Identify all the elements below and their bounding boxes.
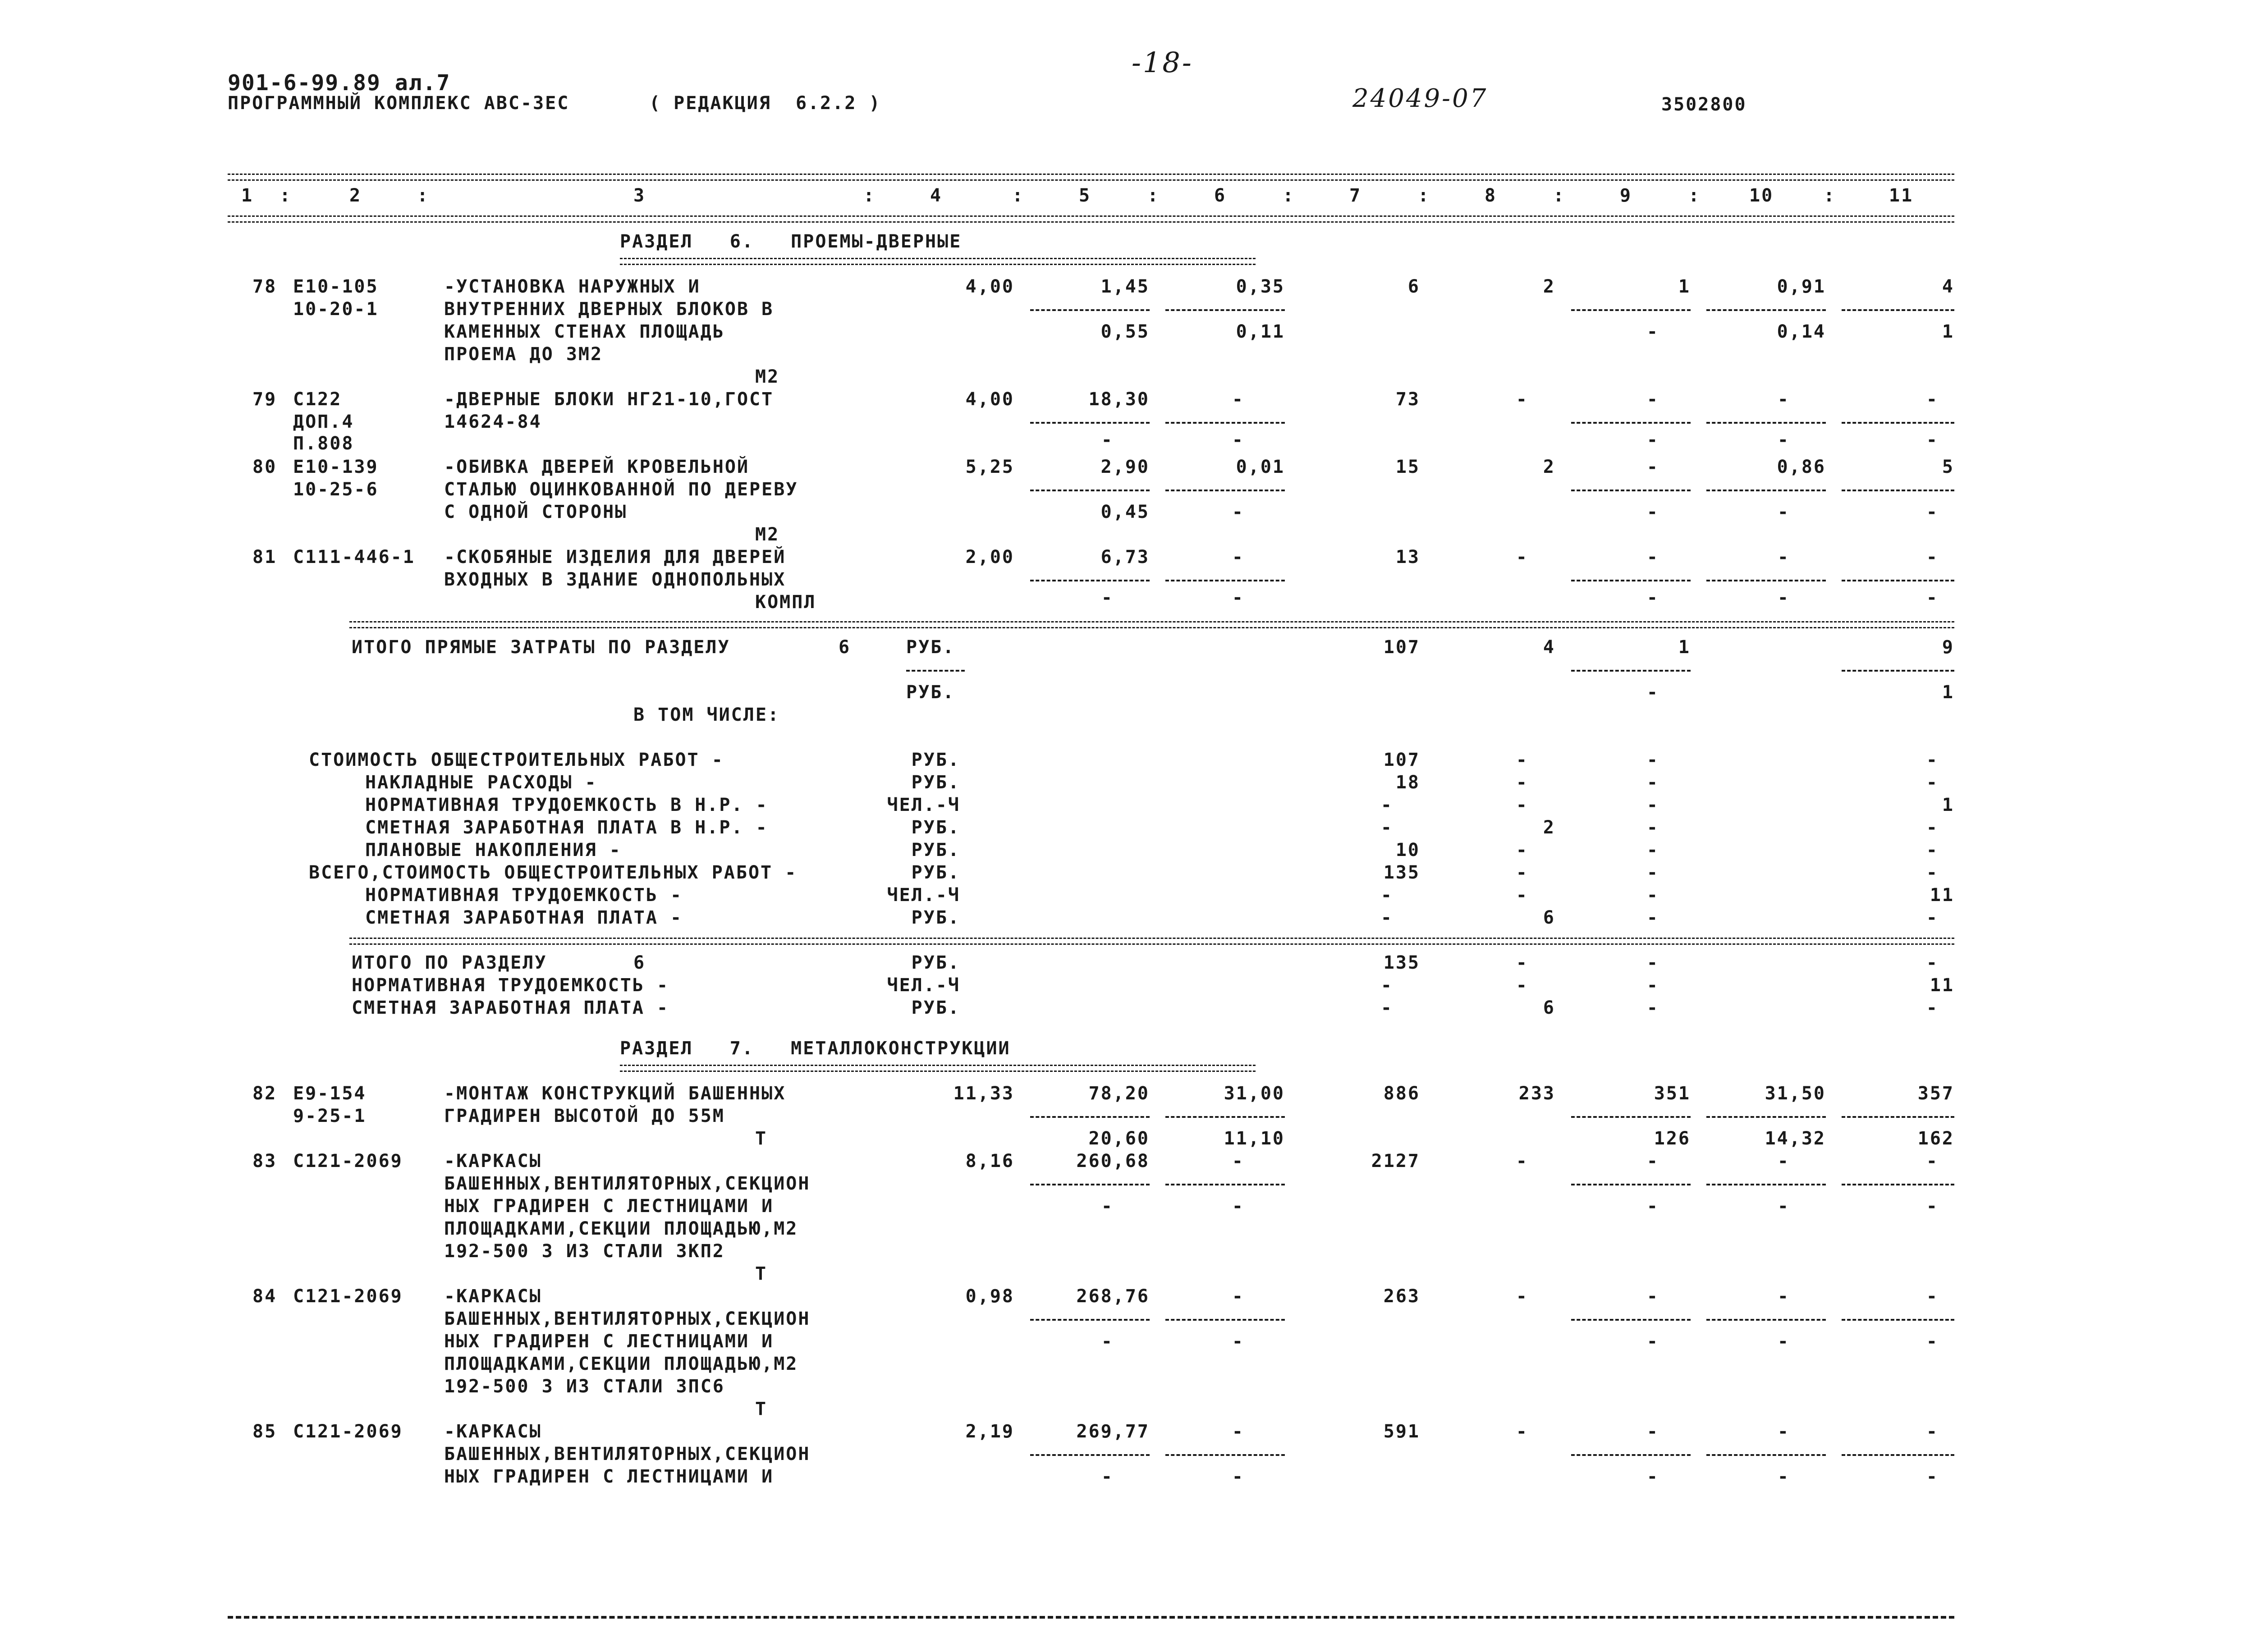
cell-c5: 268,76 (1076, 1286, 1150, 1307)
cell-c8: - (1516, 772, 1528, 793)
row-description: СТАЛЬЮ ОЦИНКОВАННОЙ ПО ДЕРЕВУ (444, 479, 798, 500)
cell-c7: 886 (1383, 1083, 1420, 1104)
breakdown-unit: РУБ. (911, 817, 960, 838)
row-code: С122 (293, 389, 342, 410)
cell-c10: - (1777, 1421, 1790, 1442)
cell-c6: - (1232, 1286, 1244, 1307)
cell-c5: 2,90 (1100, 457, 1150, 477)
cell-c8: - (1516, 1421, 1528, 1442)
cell-c5: 6,73 (1100, 547, 1150, 567)
row-description: 192-500 3 ИЗ СТАЛИ 3КП2 (444, 1241, 725, 1262)
row-code: С121-2069 (293, 1286, 403, 1307)
cell-c8: - (1516, 389, 1528, 410)
row-description: -КАРКАСЫ (444, 1286, 542, 1307)
col-header-7: 7 (1349, 185, 1362, 206)
row-code: Е10-105 (293, 276, 379, 297)
cell-c9: - (1646, 457, 1659, 477)
cell-c11: - (1926, 952, 1939, 973)
cell-c7: 73 (1395, 389, 1420, 410)
row-description: 192-500 3 ИЗ СТАЛИ 3ПС6 (444, 1376, 725, 1397)
row-number: 79 (252, 389, 277, 410)
cell-c5: 78,20 (1088, 1083, 1150, 1104)
cell-c11: - (1926, 587, 1939, 608)
cell-c10: - (1777, 389, 1790, 410)
row-unit: Т (755, 1399, 768, 1419)
total-label: ИТОГО ПРЯМЫЕ ЗАТРАТЫ ПО РАЗДЕЛУ (352, 637, 730, 658)
row-unit: КОМПЛ (755, 592, 816, 613)
cell-c11: - (1926, 1286, 1939, 1307)
col-header-3: 3 (633, 185, 646, 206)
header-bottom-border (228, 215, 1954, 223)
breakdown-label: СМЕТНАЯ ЗАРАБОТНАЯ ПЛАТА В Н.Р. - (365, 817, 768, 838)
row-quantity: 11,33 (953, 1083, 1014, 1104)
cell-c6: - (1232, 1196, 1244, 1217)
section-6-rows-end-border (349, 621, 1954, 628)
col-header-11: 11 (1889, 185, 1914, 206)
row-description: -УСТАНОВКА НАРУЖНЫХ И (444, 276, 701, 297)
row-unit: Т (755, 1128, 768, 1149)
col-header-5: 5 (1079, 185, 1091, 206)
cell-c5: - (1101, 1466, 1114, 1487)
cell-c8: - (1516, 840, 1528, 860)
cell-c10: 0,14 (1777, 321, 1826, 342)
row-description: -КАРКАСЫ (444, 1151, 542, 1172)
cell-c11: 1 (1942, 321, 1954, 342)
cell-c10: - (1777, 587, 1790, 608)
cell-c11: 1 (1942, 795, 1954, 815)
cell-c11: - (1926, 1331, 1939, 1352)
col-header-10: 10 (1749, 185, 1774, 206)
cell-c9: - (1646, 772, 1659, 793)
cell-c6: 0,01 (1236, 457, 1285, 477)
cell-c8: 233 (1518, 1083, 1555, 1104)
cell-c5: 20,60 (1088, 1128, 1150, 1149)
breakdown-label: СТОИМОСТЬ ОБЩЕСТРОИТЕЛЬНЫХ РАБОТ - (309, 750, 724, 770)
cell-c8: - (1516, 1151, 1528, 1172)
cell-c11: 357 (1917, 1083, 1954, 1104)
row-number: 85 (252, 1421, 277, 1442)
cell-c7: 6 (1407, 276, 1420, 297)
cell-c8: 4 (1543, 637, 1555, 658)
cell-c11: - (1926, 547, 1939, 567)
cell-c6: - (1232, 587, 1244, 608)
cell-c10: - (1777, 1286, 1790, 1307)
cell-c7: 591 (1383, 1421, 1420, 1442)
row-description: С ОДНОЙ СТОРОНЫ (444, 502, 628, 522)
cell-c11: - (1926, 772, 1939, 793)
row-unit: Т (755, 1263, 768, 1284)
cell-c7: 2127 (1371, 1151, 1420, 1172)
row-description: БАШЕННЫХ,ВЕНТИЛЯТОРНЫХ,СЕКЦИОН (444, 1173, 811, 1194)
cell-c10: 31,50 (1765, 1083, 1826, 1104)
section-7-title-underline (620, 1065, 1256, 1072)
cell-c5: - (1101, 430, 1114, 450)
row-unit: М2 (755, 366, 780, 387)
cell-c11: - (1926, 430, 1939, 450)
cell-c8: 2 (1543, 457, 1555, 477)
cell-c6: 0,35 (1236, 276, 1285, 297)
row-description: ПРОЕМА ДО 3М2 (444, 344, 603, 365)
cell-c8: 2 (1543, 276, 1555, 297)
cell-c7: - (1380, 885, 1393, 906)
cell-c11: - (1926, 840, 1939, 860)
total-label: НОРМАТИВНАЯ ТРУДОЕМКОСТЬ - (352, 975, 669, 996)
cell-c5: 260,68 (1076, 1151, 1150, 1172)
row-number: 78 (252, 276, 277, 297)
row-description: КАМЕННЫХ СТЕНАХ ПЛОЩАДЬ (444, 321, 725, 342)
breakdown-label: НАКЛАДНЫЕ РАСХОДЫ - (365, 772, 597, 793)
cell-c11: 11 (1930, 885, 1954, 906)
program-edition: ( РЕДАКЦИЯ 6.2.2 ) (649, 93, 881, 114)
col-header-4: 4 (930, 185, 943, 206)
cell-c5: - (1101, 1196, 1114, 1217)
bottom-perforation (228, 1616, 1954, 1619)
row-quantity: 2,19 (965, 1421, 1014, 1442)
cell-c9: - (1646, 885, 1659, 906)
cell-c11: 1 (1942, 682, 1954, 703)
row-description: 14624-84 (444, 412, 542, 432)
cell-c9: - (1646, 321, 1659, 342)
row-code: С121-2069 (293, 1151, 403, 1172)
cell-c11: 11 (1930, 975, 1954, 996)
cell-c6: - (1232, 1421, 1244, 1442)
row-description: -КАРКАСЫ (444, 1421, 542, 1442)
breakdown-unit: РУБ. (911, 907, 960, 928)
breakdown-label: НОРМАТИВНАЯ ТРУДОЕМКОСТЬ - (365, 885, 683, 906)
cell-c9: - (1646, 907, 1659, 928)
cell-c5: 269,77 (1076, 1421, 1150, 1442)
breakdown-label: СМЕТНАЯ ЗАРАБОТНАЯ ПЛАТА - (365, 907, 683, 928)
breakdown-label: ПЛАНОВЫЕ НАКОПЛЕНИЯ - (365, 840, 622, 860)
cell-c9: 1 (1678, 276, 1691, 297)
breakdown-unit: РУБ. (911, 750, 960, 770)
cell-c8: - (1516, 795, 1528, 815)
cell-c10: 14,32 (1765, 1128, 1826, 1149)
row-description: -МОНТАЖ КОНСТРУКЦИЙ БАШЕННЫХ (444, 1083, 786, 1104)
section-6-title: РАЗДЕЛ 6. ПРОЕМЫ-ДВЕРНЫЕ (620, 231, 962, 252)
col-header-2: 2 (349, 185, 362, 206)
row-code: 9-25-1 (293, 1106, 367, 1126)
row-description: ВНУТРЕННИХ ДВЕРНЫХ БЛОКОВ В (444, 299, 774, 320)
total-section-number: 6 (839, 637, 851, 658)
row-code: П.808 (293, 433, 354, 454)
breakdown-unit: ЧЕЛ.-Ч (887, 795, 960, 815)
including-label: В ТОМ ЧИСЛЕ: (633, 705, 780, 725)
cell-c9: 126 (1654, 1128, 1691, 1149)
total-section-number: 6 (633, 952, 646, 973)
cell-c6: - (1232, 1466, 1244, 1487)
cell-c7: - (1380, 795, 1393, 815)
breakdown-label: ВСЕГО,СТОИМОСТЬ ОБЩЕСТРОИТЕЛЬНЫХ РАБОТ - (309, 862, 798, 883)
cell-c7: - (1380, 907, 1393, 928)
row-code: Е9-154 (293, 1083, 367, 1104)
cell-c11: - (1926, 750, 1939, 770)
breakdown-end-border (349, 938, 1954, 945)
row-description: ГРАДИРЕН ВЫСОТОЙ ДО 55М (444, 1106, 725, 1126)
cell-c11: 5 (1942, 457, 1954, 477)
cell-c7: 10 (1395, 840, 1420, 860)
cell-c9: - (1646, 998, 1659, 1018)
row-description: ВХОДНЫХ В ЗДАНИЕ ОДНОПОЛЬНЫХ (444, 569, 786, 590)
cell-c9: - (1646, 1466, 1659, 1487)
handwritten-code: 24049-07 (1352, 84, 1488, 113)
cell-c6: - (1232, 547, 1244, 567)
row-description: -ОБИВКА ДВЕРЕЙ КРОВЕЛЬНОЙ (444, 457, 750, 477)
cell-c9: - (1646, 1151, 1659, 1172)
cell-c6: - (1232, 389, 1244, 410)
cell-c10: - (1777, 547, 1790, 567)
cell-c5: - (1101, 587, 1114, 608)
cell-c7: - (1380, 817, 1393, 838)
cell-c7: 107 (1383, 750, 1420, 770)
row-quantity: 5,25 (965, 457, 1014, 477)
cell-c9: - (1646, 817, 1659, 838)
row-description: БАШЕННЫХ,ВЕНТИЛЯТОРНЫХ,СЕКЦИОН (444, 1309, 811, 1329)
cell-c6: - (1232, 1151, 1244, 1172)
total-unit: РУБ. (911, 998, 960, 1018)
cell-c9: - (1646, 862, 1659, 883)
cell-c6: 31,00 (1224, 1083, 1285, 1104)
cell-c9: - (1646, 1331, 1659, 1352)
program-name: ПРОГРАММНЫЙ КОМПЛЕКС АВС-3ЕС (228, 93, 570, 114)
breakdown-unit: РУБ. (911, 772, 960, 793)
cell-c11: - (1926, 502, 1939, 522)
cell-c10: 0,91 (1777, 276, 1826, 297)
col-header-1: 1 (241, 185, 254, 206)
cell-c11: - (1926, 862, 1939, 883)
cell-c11: - (1926, 907, 1939, 928)
col-header-8: 8 (1485, 185, 1497, 206)
cell-c9: - (1646, 795, 1659, 815)
cell-c9: - (1646, 502, 1659, 522)
row-description: -ДВЕРНЫЕ БЛОКИ НГ21-10,ГОСТ (444, 389, 774, 410)
cell-c11: 4 (1942, 276, 1954, 297)
cell-c10: - (1777, 1331, 1790, 1352)
section-6-title-underline (620, 258, 1256, 265)
cell-c11: - (1926, 389, 1939, 410)
cell-c8: - (1516, 975, 1528, 996)
cell-c10: - (1777, 430, 1790, 450)
cell-c7: 263 (1383, 1286, 1420, 1307)
row-number: 81 (252, 547, 277, 567)
cell-c9: - (1646, 1196, 1659, 1217)
cell-c8: - (1516, 952, 1528, 973)
row-description: НЫХ ГРАДИРЕН С ЛЕСТНИЦАМИ И (444, 1331, 774, 1352)
cell-c11: 162 (1917, 1128, 1954, 1149)
page-number: -18- (1132, 46, 1193, 79)
cell-c10: - (1777, 1196, 1790, 1217)
document-number: 3502800 (1661, 94, 1747, 115)
cell-c5: 0,45 (1100, 502, 1150, 522)
total-label: СМЕТНАЯ ЗАРАБОТНАЯ ПЛАТА - (352, 998, 669, 1018)
cell-c7: 13 (1395, 547, 1420, 567)
row-description: БАШЕННЫХ,ВЕНТИЛЯТОРНЫХ,СЕКЦИОН (444, 1444, 811, 1464)
row-quantity: 4,00 (965, 389, 1014, 410)
row-code: 10-20-1 (293, 299, 379, 320)
cell-c7: 135 (1383, 862, 1420, 883)
cell-c11: - (1926, 998, 1939, 1018)
cell-c8: - (1516, 862, 1528, 883)
row-description: ПЛОЩАДКАМИ,СЕКЦИИ ПЛОЩАДЬЮ,М2 (444, 1354, 798, 1374)
cell-c9: - (1646, 952, 1659, 973)
cell-c9: - (1646, 389, 1659, 410)
row-quantity: 4,00 (965, 276, 1014, 297)
row-quantity: 0,98 (965, 1286, 1014, 1307)
cell-c10: - (1777, 502, 1790, 522)
cell-c10: 0,86 (1777, 457, 1826, 477)
row-description: НЫХ ГРАДИРЕН С ЛЕСТНИЦАМИ И (444, 1196, 774, 1217)
row-unit: М2 (755, 524, 780, 545)
total-unit: РУБ. (911, 952, 960, 973)
cell-c9: - (1646, 1286, 1659, 1307)
total-label: ИТОГО ПО РАЗДЕЛУ (352, 952, 547, 973)
breakdown-unit: РУБ. (911, 862, 960, 883)
cell-c6: - (1232, 430, 1244, 450)
row-code: С121-2069 (293, 1421, 403, 1442)
row-description: ПЛОЩАДКАМИ,СЕКЦИИ ПЛОЩАДЬЮ,М2 (444, 1218, 798, 1239)
col-header-9: 9 (1620, 185, 1632, 206)
cell-c11: - (1926, 1421, 1939, 1442)
row-quantity: 2,00 (965, 547, 1014, 567)
row-number: 83 (252, 1151, 277, 1172)
cell-c5: 18,30 (1088, 389, 1150, 410)
cell-c8: 6 (1543, 907, 1555, 928)
cell-c9: - (1646, 587, 1659, 608)
cell-c9: 351 (1654, 1083, 1691, 1104)
breakdown-unit: РУБ. (911, 840, 960, 860)
cell-c7: - (1380, 975, 1393, 996)
row-description: -СКОБЯНЫЕ ИЗДЕЛИЯ ДЛЯ ДВЕРЕЙ (444, 547, 786, 567)
total-unit: РУБ. (906, 682, 955, 703)
cell-c8: - (1516, 885, 1528, 906)
row-number: 84 (252, 1286, 277, 1307)
cell-c11: - (1926, 817, 1939, 838)
row-number: 82 (252, 1083, 277, 1104)
cell-c11: - (1926, 1151, 1939, 1172)
breakdown-label: НОРМАТИВНАЯ ТРУДОЕМКОСТЬ В Н.Р. - (365, 795, 768, 815)
cell-c8: 2 (1543, 817, 1555, 838)
doc-code: 901-6-99.89 ал.7 (228, 70, 451, 96)
total-unit: ЧЕЛ.-Ч (887, 975, 960, 996)
cell-c6: 11,10 (1224, 1128, 1285, 1149)
cell-c6: - (1232, 502, 1244, 522)
cell-c9: - (1646, 750, 1659, 770)
total-unit: РУБ. (906, 637, 955, 658)
cell-c6: - (1232, 1331, 1244, 1352)
cell-c7: 107 (1383, 637, 1420, 658)
row-number: 80 (252, 457, 277, 477)
cell-c9: - (1646, 547, 1659, 567)
row-code: ДОП.4 (293, 412, 354, 432)
cell-c7: - (1380, 998, 1393, 1018)
cell-c7: 15 (1395, 457, 1420, 477)
row-code: С111-446-1 (293, 547, 415, 567)
cell-c9: - (1646, 840, 1659, 860)
row-description: НЫХ ГРАДИРЕН С ЛЕСТНИЦАМИ И (444, 1466, 774, 1487)
section-7-title: РАЗДЕЛ 7. МЕТАЛЛОКОНСТРУКЦИИ (620, 1038, 1011, 1059)
cell-c8: - (1516, 750, 1528, 770)
cell-c5: - (1101, 1331, 1114, 1352)
cell-c11: 9 (1942, 637, 1954, 658)
cell-c5: 0,55 (1100, 321, 1150, 342)
cell-c7: 18 (1395, 772, 1420, 793)
cell-c6: 0,11 (1236, 321, 1285, 342)
breakdown-unit: ЧЕЛ.-Ч (887, 885, 960, 906)
cell-c9: - (1646, 1421, 1659, 1442)
cell-c11: - (1926, 1466, 1939, 1487)
cell-c10: - (1777, 1466, 1790, 1487)
row-code: Е10-139 (293, 457, 379, 477)
cell-c9: - (1646, 430, 1659, 450)
cell-c8: 6 (1543, 998, 1555, 1018)
cell-c9: - (1646, 682, 1659, 703)
row-quantity: 8,16 (965, 1151, 1014, 1172)
cell-c8: - (1516, 1286, 1528, 1307)
table-top-border (228, 174, 1954, 181)
cell-c11: - (1926, 1196, 1939, 1217)
row-code: 10-25-6 (293, 479, 379, 500)
cell-c5: 1,45 (1100, 276, 1150, 297)
cell-c8: - (1516, 547, 1528, 567)
cell-c10: - (1777, 1151, 1790, 1172)
col-header-6: 6 (1214, 185, 1227, 206)
cell-c9: 1 (1678, 637, 1691, 658)
cell-c7: 135 (1383, 952, 1420, 973)
cell-c9: - (1646, 975, 1659, 996)
